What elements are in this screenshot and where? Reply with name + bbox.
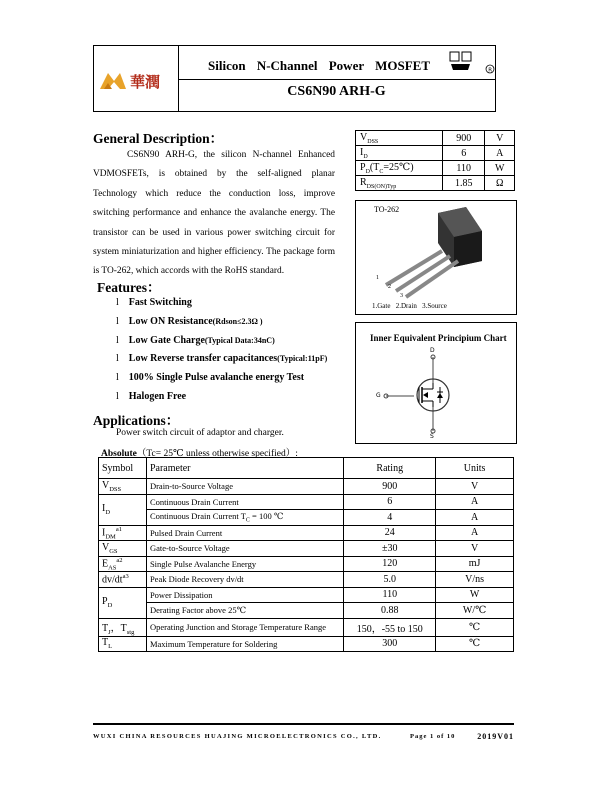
symbol-cell xyxy=(99,479,147,495)
feature-text: Low Reverse transfer capacitances xyxy=(128,353,278,365)
parameter-text: Maximum Temperature for Soldering xyxy=(149,638,278,649)
symbol-cell xyxy=(99,494,147,525)
feature-bullet: l xyxy=(116,391,119,402)
symbol-main: dv/dt xyxy=(102,574,123,586)
applications-heading: Applications： xyxy=(93,413,180,428)
unit-cell: ℃ xyxy=(436,636,514,652)
symbol-cell xyxy=(99,636,147,652)
symbol-sub: DM xyxy=(105,532,116,540)
parameter-text: Drain-to-Source Voltage xyxy=(149,481,233,492)
unit-cell: A xyxy=(436,494,514,510)
rating-cell: 300 xyxy=(344,636,436,652)
rating-cell: 900 xyxy=(344,479,436,495)
symbol-sup: a2 xyxy=(116,556,123,564)
spec-value: 900 xyxy=(443,131,485,146)
title-row xyxy=(178,46,495,80)
rating-cell: 6 xyxy=(344,494,436,510)
parameter-cell xyxy=(146,494,343,510)
parameter-text: Power Dissipation xyxy=(149,589,213,600)
footer-version: 2019V01 xyxy=(477,732,514,741)
spec-symbol-sub: D xyxy=(363,153,368,160)
parameter-text: Operating Junction and Storage Temperature Range xyxy=(149,622,326,632)
unit-cell: W/℃ xyxy=(436,603,514,619)
symbol-sub: D xyxy=(107,602,113,609)
symbol-main: E xyxy=(102,557,109,569)
symbol-main: I xyxy=(102,526,106,538)
table-row xyxy=(99,572,514,588)
pin3-label: 3 xyxy=(400,293,403,299)
feature-bullet: l xyxy=(116,372,119,384)
feature-item xyxy=(116,372,304,383)
package-label: TO-262 xyxy=(374,205,400,214)
table-row xyxy=(99,636,514,652)
spec-symbol-sub: D xyxy=(365,168,370,175)
spec-unit: V xyxy=(485,131,515,146)
table-row xyxy=(99,603,514,619)
symbol-main: I xyxy=(102,503,106,514)
svg-text:R: R xyxy=(488,67,493,74)
rating-cell: ±30 xyxy=(344,541,436,557)
equivalent-circuit xyxy=(355,322,517,444)
feature-bullet: l xyxy=(116,353,119,365)
parameter-text: Pulsed Drain Current xyxy=(149,527,223,538)
table-row xyxy=(99,494,514,510)
unit-cell: ℃ xyxy=(436,618,514,636)
document-header xyxy=(93,45,496,112)
pin-description: 1.Gate 2.Drain 3.Source xyxy=(372,302,447,310)
part-number: CS6N90 ARH-G xyxy=(287,84,386,99)
spec-value: 110 xyxy=(443,161,485,176)
parameter-text: Continuous Drain Current xyxy=(149,496,239,507)
general-description-text: CS6N90 ARH-G, the silicon N-channel Enhanced VDMOSFETs, is obtained by the self-aligned planar Technology which reduce the conduction loss, improve switching performance and enhance the avalanche energy. The transistor can be used in various power switching circuit for system miniaturization and higher efficiency. The package form is TO-262, which accords with the RoHS standard. xyxy=(93,150,335,277)
feature-item xyxy=(116,297,192,308)
column-header: Parameter xyxy=(146,458,343,479)
table-row xyxy=(99,510,514,526)
footer-company: WUXI CHINA RESOURCES HUAJING MICROELECTRONICS CO., LTD. xyxy=(93,733,382,740)
parameter-tail: = 100 ℃ xyxy=(249,510,284,521)
parameter-text: Gate-to-Source Voltage xyxy=(149,543,230,554)
feature-item xyxy=(116,353,327,364)
symbol-sub2: stg xyxy=(126,628,135,636)
symbol-sub: J xyxy=(108,628,111,636)
parameter-text: Single Pulse Avalanche Energy xyxy=(149,558,257,569)
spec-symbol-sub: DSS xyxy=(367,138,379,145)
spec-symbol-sub2: C xyxy=(379,168,384,175)
unit-cell: V xyxy=(436,541,514,557)
source-label: S xyxy=(430,433,434,440)
spec-row xyxy=(356,161,515,176)
symbol-cell xyxy=(99,572,147,588)
parameter-cell xyxy=(146,587,343,603)
table-row xyxy=(99,479,514,495)
spec-row xyxy=(356,131,515,146)
table-row xyxy=(99,556,514,572)
table-row xyxy=(99,618,514,636)
feature-item xyxy=(116,316,263,327)
parameter-cell xyxy=(146,510,343,526)
spec-symbol-main: R xyxy=(360,176,367,188)
parameter-cell xyxy=(146,541,343,557)
spec-value: 6 xyxy=(443,146,485,161)
feature-text: Halogen Free xyxy=(128,391,187,402)
symbol-cell xyxy=(99,587,147,618)
table-row xyxy=(99,587,514,603)
spec-symbol-extra: (T xyxy=(369,161,380,173)
symbol-sup: a1 xyxy=(115,525,122,533)
parameter-cell xyxy=(146,603,343,619)
feature-item xyxy=(116,335,275,346)
table-header-row xyxy=(99,458,514,479)
rating-cell: 120 xyxy=(344,556,436,572)
absolute-ratings-heading: Absolute xyxy=(101,449,137,459)
features-heading: Features： xyxy=(97,280,161,295)
absolute-ratings-table xyxy=(98,457,514,652)
feature-note: (Rdson≤2.3Ω ) xyxy=(212,316,263,326)
feature-note: (Typical:11pF) xyxy=(277,354,328,364)
column-header: Rating xyxy=(344,458,436,479)
symbol-cell xyxy=(99,618,147,636)
parameter-text: Peak Diode Recovery dv/dt xyxy=(149,574,244,585)
gate-label: G xyxy=(376,392,381,399)
svg-text:華潤: 華潤 xyxy=(130,73,161,91)
parameter-cell xyxy=(146,556,343,572)
spec-row xyxy=(356,176,515,191)
absolute-ratings-condition: （Tc= 25℃ unless otherwise specified）: xyxy=(136,449,298,459)
pin2-label: 2 xyxy=(388,284,391,290)
feature-text: 100% Single Pulse avalanche energy Test xyxy=(128,372,305,384)
spec-row xyxy=(356,146,515,161)
symbol-sub: D xyxy=(105,509,111,516)
company-logo xyxy=(94,46,179,111)
feature-note: (Typical Data:34nC) xyxy=(204,335,275,345)
feature-item xyxy=(116,391,186,402)
unit-cell: A xyxy=(436,510,514,526)
spec-symbol xyxy=(356,176,443,191)
feature-bullet: l xyxy=(116,315,119,327)
spec-unit: A xyxy=(485,146,515,161)
feature-bullet: l xyxy=(116,297,119,308)
column-header: Units xyxy=(436,458,514,479)
parameter-cell xyxy=(146,525,343,541)
spec-symbol-main: P xyxy=(360,161,366,173)
symbol-main: V xyxy=(102,541,110,553)
document-title: Silicon N-Channel Power MOSFET xyxy=(208,58,431,73)
rating-cell: 4 xyxy=(344,510,436,526)
symbol-cell xyxy=(99,541,147,557)
unit-cell: A xyxy=(436,525,514,541)
parameter-cell xyxy=(146,636,343,652)
symbol-main2: ，T xyxy=(110,622,127,634)
symbol-sup: a3 xyxy=(122,573,129,581)
package-image xyxy=(355,200,517,315)
rating-cell: 110 xyxy=(344,587,436,603)
spec-symbol-extra2: =25℃) xyxy=(383,161,414,173)
symbol-main: T xyxy=(102,622,109,634)
page-footer xyxy=(93,723,514,741)
rating-cell: 150，-55 to 150 xyxy=(344,618,436,636)
to262-package-icon xyxy=(356,201,516,314)
symbol-cell xyxy=(99,556,147,572)
spec-symbol xyxy=(356,161,443,176)
symbol-sub: GS xyxy=(109,547,118,555)
key-spec-table xyxy=(355,130,515,191)
certification-mark-icon xyxy=(448,50,498,76)
spec-unit: W xyxy=(485,161,515,176)
symbol-main: V xyxy=(102,479,110,491)
spec-symbol-main: I xyxy=(360,146,364,158)
logo-mark-icon xyxy=(94,46,178,111)
feature-text: Fast Switching xyxy=(128,297,192,308)
feature-bullet: l xyxy=(116,334,119,346)
symbol-sub: AS xyxy=(108,563,117,571)
symbol-main: T xyxy=(102,637,109,649)
drain-label: D xyxy=(430,347,435,354)
symbol-cell xyxy=(99,525,147,541)
spec-symbol xyxy=(356,131,443,146)
column-header: Symbol xyxy=(99,458,147,479)
unit-cell: W xyxy=(436,587,514,603)
parameter-cell xyxy=(146,479,343,495)
table-row xyxy=(99,541,514,557)
general-description-heading: General Description： xyxy=(93,131,224,146)
feature-text: Low Gate Charge xyxy=(128,334,205,346)
unit-cell: V/ns xyxy=(436,572,514,588)
symbol-sub: L xyxy=(108,643,113,651)
footer-page-number: Page 1 of 10 xyxy=(410,733,456,740)
pin1-label: 1 xyxy=(376,275,379,281)
spec-symbol-main: V xyxy=(360,131,368,143)
unit-cell: mJ xyxy=(436,556,514,572)
spec-value: 1.85 xyxy=(443,176,485,191)
parameter-cell xyxy=(146,618,343,636)
parameter-sub: C xyxy=(245,517,250,524)
spec-unit: Ω xyxy=(485,176,515,191)
parameter-cell xyxy=(146,572,343,588)
applications-text: Power switch circuit of adaptor and charger. xyxy=(116,428,284,438)
unit-cell: V xyxy=(436,479,514,495)
table-row xyxy=(99,525,514,541)
equivalent-circuit-title: Inner Equivalent Principium Chart xyxy=(370,333,507,343)
spec-symbol xyxy=(356,146,443,161)
symbol-sub: DSS xyxy=(109,485,122,493)
rating-cell: 0.88 xyxy=(344,603,436,619)
symbol-main: P xyxy=(102,596,108,607)
rating-cell: 5.0 xyxy=(344,572,436,588)
spec-symbol-sub: DS(ON)Typ xyxy=(366,183,397,190)
parameter-text: Derating Factor above 25℃ xyxy=(149,604,247,615)
rating-cell: 24 xyxy=(344,525,436,541)
parameter-text: Continuous Drain Current T xyxy=(149,510,246,521)
feature-text: Low ON Resistance xyxy=(128,315,213,327)
